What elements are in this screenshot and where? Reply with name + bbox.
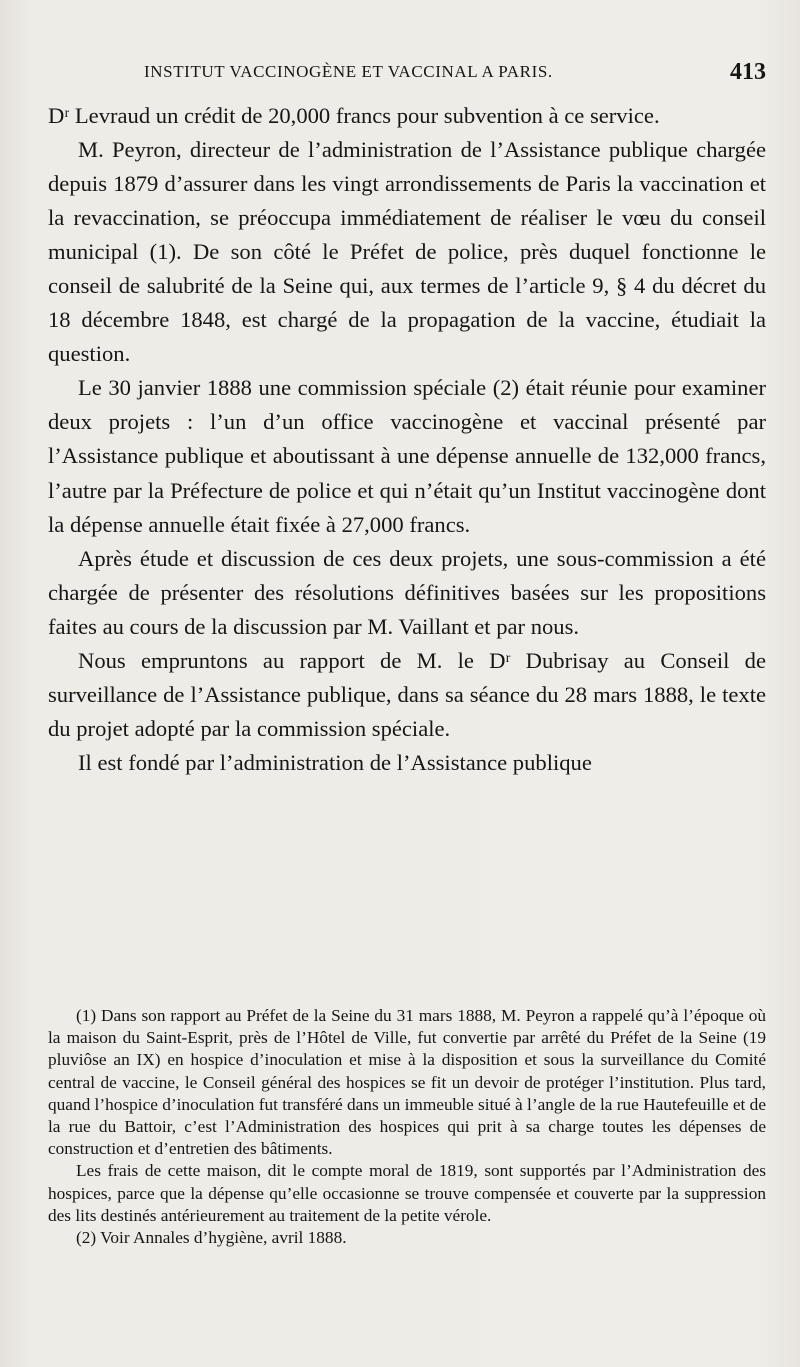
body-text	[48, 99, 766, 780]
paragraph: Le 30 janvier 1888 une commission spéciale (2) était réunie pour examiner deux projets : l’un d’un office vaccinogène et vaccinal présenté par l’Assistance publique et aboutissant à une dépense annuelle de 132,000 francs, l’autre par la Préfecture de police et qui n’était qu’un Institut vaccinogène dont la dépense annuelle était fixée à 27,000 francs.	[48, 375, 766, 537]
paragraph-continuation: Dʳ Levraud un crédit de 20,000 francs pour subvention à ce service.	[48, 103, 660, 128]
paragraph: Nous empruntons au rapport de M. le Dʳ Dubrisay au Conseil de surveillance de l’Assistance publique, dans sa séance du 28 mars 1888, le texte du projet adopté par la commission spéciale.	[48, 647, 766, 741]
paragraph: M. Peyron, directeur de l’administration de l’Assistance publique chargée depuis 1879 d’assurer dans les vingt arrondissements de Paris la vaccination et la revaccination, se préoccupa immédiatement de réaliser le vœu du conseil municipal (1). De son côté le Préfet de police, près duquel fonctionne le conseil de salubrité de la Seine qui, aux termes de l’article 9, § 4 du décret du 18 décembre 1848, est chargé de la propagation de la vaccine, étudiait la question.	[48, 137, 766, 367]
footnote-1-continued: Les frais de cette maison, dit le compte moral de 1819, sont supportés par l’Administration des hospices, parce que la dépense qu’elle occasionne se trouve compensée et couverte par la suppression des lits destinés antérieurement au traitement de la petite vérole.	[48, 1161, 766, 1225]
footnote-1: (1) Dans son rapport au Préfet de la Seine du 31 mars 1888, M. Peyron a rappelé qu’à l’époque où la maison du Saint-Esprit, près de l’Hôtel de Ville, fut convertie par arrêté du Préfet de la Seine (19 pluviôse an IX) en hospice d’inoculation et mise à la disposition et sous la surveillance du Comité central de vaccine, le Conseil général des hospices se fit un devoir de protéger l’institution. Plus tard, quand l’hospice d’inoculation fut transféré dans un immeuble situé à l’angle de la rue Hautefeuille et de la rue du Battoir, c’est l’Administration des hospices qui prit à sa charge toutes les dépenses de construction et d’entretien des bâtiments.	[48, 1006, 766, 1159]
paragraph: Après étude et discussion de ces deux projets, une sous-commission a été chargée de présenter des résolutions définitives basées sur les propositions faites au cours de la discussion par M. Vaillant et par nous.	[48, 545, 766, 639]
footnote-2: (2) Voir Annales d’hygiène, avril 1888.	[76, 1228, 347, 1248]
page-number: 413	[730, 59, 766, 85]
running-head	[48, 59, 766, 88]
paragraph: Il est fondé par l’administration de l’Assistance publique	[78, 749, 592, 775]
running-title: INSTITUT VACCINOGÈNE ET VACCINAL A PARIS.	[144, 62, 553, 81]
footnotes	[48, 1005, 766, 1249]
